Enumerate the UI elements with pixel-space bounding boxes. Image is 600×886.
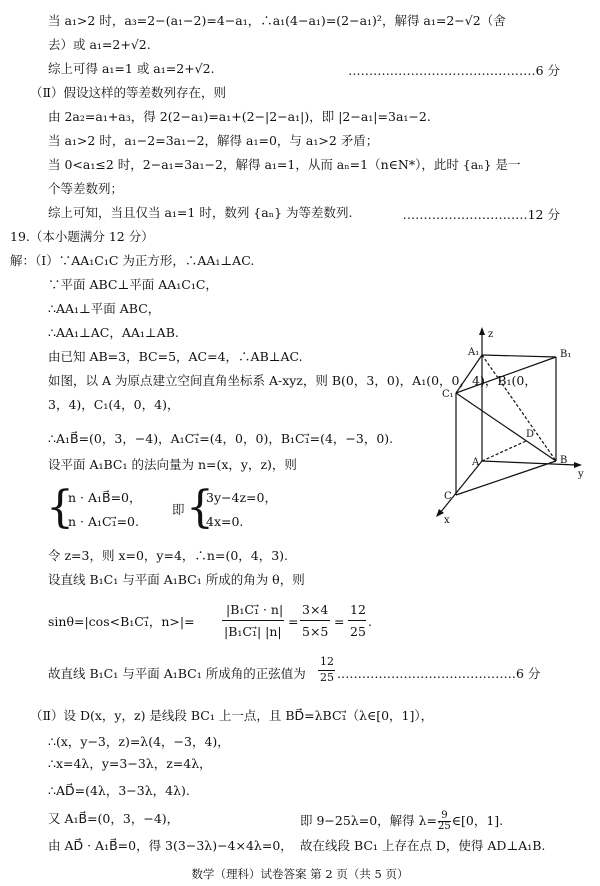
text-line: 由已知 AB=3，BC=5，AC=4，∴AB⊥AC. — [48, 349, 303, 364]
x-axis — [440, 461, 482, 513]
label-a1: A₁ — [468, 347, 480, 358]
label-x: x — [444, 515, 450, 525]
label-c1: C₁ — [442, 389, 454, 400]
text-line: 如图，以 A 为原点建立空间直角坐标系 A-xyz，则 B(0，3，0)，A₁(0，0，4)，B₁(0， — [48, 373, 537, 388]
text-line: 综上可得 a₁=1 或 a₁=2+√2. — [48, 61, 215, 76]
fraction-inline — [438, 811, 451, 832]
score-mark: ………………………………………6 分 — [348, 63, 560, 78]
page-footer: 数学（理科）试卷答案 第 2 页（共 5 页） — [191, 867, 409, 881]
text-line: 当 a₁>2 时，a₃=2−(a₁−2)=4−a₁，∴a₁(4−a₁)=(2−a₁)²，解得 a₁=2−√2（舍 — [48, 13, 506, 28]
fraction-denominator: |B₁C₁⃗| |n| — [224, 624, 282, 639]
text-line: 当 0<a₁≤2 时，2−a₁=3a₁−2，解得 a₁=1，从而 aₙ=1（n∈N*），此时 {aₙ} 是一 — [48, 157, 521, 172]
left-brace: { — [46, 482, 74, 533]
text-line: ∴AD⃗=(4λ，3−3λ，4λ). — [48, 783, 190, 798]
label-d: D — [526, 429, 535, 440]
text-line: 故直线 B₁C₁ 与平面 A₁BC₁ 所成角的正弦值为 — [48, 666, 306, 681]
fraction-numerator: 12 — [320, 655, 334, 668]
y-arrow — [574, 462, 582, 468]
text-line: ∴x=4λ，y=3−3λ，z=4λ， — [48, 756, 212, 771]
text-line: 又 A₁B⃗=(0，3，−4)， — [48, 811, 180, 826]
fraction-bar — [222, 620, 284, 621]
text-line: 个等差数列； — [48, 181, 124, 196]
text-line: 去）或 a₁=2+√2. — [48, 37, 151, 52]
equation-line: 4x=0. — [206, 514, 244, 529]
period: . — [368, 614, 372, 629]
text-line: 当 a₁>2 时，a₁−2=3a₁−2，解得 a₁=0，与 a₁>2 矛盾； — [48, 133, 379, 148]
text-line: 设平面 A₁BC₁ 的法向量为 n=(x，y，z)，则 — [48, 457, 297, 472]
text-line: ∴A₁B⃗=(0，3，−4)，A₁C₁⃗=(4，0，0)，B₁C₁⃗=(4，−3，0). — [48, 431, 394, 446]
text-line: 解：（Ⅰ）∵AA₁C₁C 为正方形，∴AA₁⊥AC. — [10, 253, 255, 268]
formula-lhs: sinθ=|cos<B₁C₁⃗，n>|= — [48, 614, 195, 629]
prism-figure — [430, 325, 590, 525]
label-z: z — [488, 329, 494, 340]
label-b1: B₁ — [560, 349, 572, 360]
text-line: ∴(x，y−3，z)=λ(4，−3，4)， — [48, 734, 230, 749]
problem-heading: 19.（本小题满分 12 分） — [10, 229, 154, 244]
text-line: 故在线段 BC₁ 上存在点 D，使得 AD⊥A₁B. — [300, 838, 546, 853]
text-line: 即 — [172, 502, 185, 517]
fraction-numerator: |B₁C₁⃗ · n| — [226, 602, 284, 617]
equation-line: n · A₁B⃗=0， — [68, 490, 142, 505]
text-line: 由 2a₂=a₁+a₃，得 2(2−a₁)=a₁+(2−|2−a₁|)，即 |2−a₁|=3a₁−2. — [48, 109, 431, 124]
fraction-denominator: 5×5 — [302, 624, 329, 639]
fraction-denominator: 25 — [350, 624, 366, 639]
fraction-bar — [300, 620, 330, 621]
fraction-denominator: 25 — [320, 671, 334, 684]
text-line: 设直线 B₁C₁ 与平面 A₁BC₁ 所成的角为 θ，则 — [48, 572, 305, 587]
fraction-numerator: 3×4 — [302, 602, 329, 617]
label-y: y — [578, 469, 584, 480]
label-b: B — [560, 455, 568, 466]
label-a: A — [472, 457, 480, 468]
edge-a1-b1 — [482, 355, 556, 357]
edge-c-b — [456, 461, 556, 495]
equals-sign: = — [288, 614, 299, 629]
edge-c1-b1 — [456, 357, 556, 393]
text-line: 令 z=3，则 x=0，y=4，∴n=(0，4，3). — [48, 548, 289, 563]
fraction-bar — [348, 620, 366, 621]
section-heading: （Ⅱ）设 D(x，y，z) 是线段 BC₁ 上一点，且 BD⃗=λBC₁⃗（λ∈[0，1]）， — [30, 708, 434, 723]
edge-a-d-dashed — [482, 441, 526, 461]
text-line — [300, 811, 503, 832]
text-line: 综上可知，当且仅当 a₁=1 时，数列 {aₙ} 为等差数列. — [48, 205, 353, 220]
label-c: C — [444, 491, 452, 502]
score-mark: .……………………………………6 分 — [337, 666, 541, 681]
equation-line: n · A₁C₁⃗=0. — [68, 514, 139, 529]
equals-sign: = — [334, 614, 345, 629]
section-heading: （Ⅱ）假设这样的等差数列存在，则 — [30, 85, 226, 100]
score-mark: …………………………12 分 — [402, 207, 560, 222]
text-part: ∈[0，1]. — [451, 813, 504, 828]
edge-a1-c1 — [456, 355, 482, 393]
fraction-numerator: 9 — [438, 811, 451, 822]
fraction-denominator: 25 — [438, 821, 451, 832]
text-line: 由 AD⃗ · A₁B⃗=0，得 3(3−3λ)−4×4λ=0， — [48, 838, 293, 853]
fraction-numerator: 12 — [350, 602, 366, 617]
text-line: ∵平面 ABC⊥平面 AA₁C₁C， — [48, 277, 218, 292]
text-line: ∴AA₁⊥平面 ABC， — [48, 301, 161, 316]
text-part: 即 9−25λ=0，解得 λ= — [300, 813, 438, 828]
text-line: 3，4)，C₁(4，0，4)， — [48, 397, 180, 412]
text-line: ∴AA₁⊥AC，AA₁⊥AB. — [48, 325, 179, 340]
z-arrow — [479, 327, 485, 335]
edge-c1-b — [456, 393, 556, 461]
left-brace: { — [186, 482, 214, 533]
equation-line: 3y−4z=0， — [206, 490, 277, 505]
